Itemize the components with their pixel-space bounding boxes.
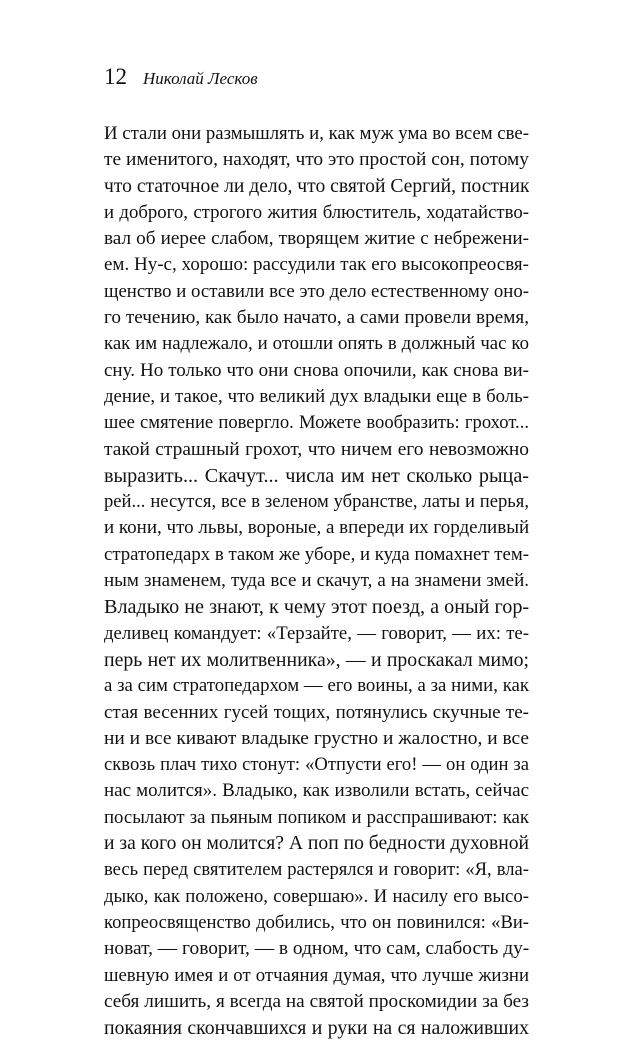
page-header bbox=[104, 64, 258, 90]
text-line: выразить... Скачут... числа им нет сколько рыца- bbox=[104, 464, 529, 487]
text-line: нас молится». Владыко, как изволили встать, сейчас bbox=[104, 780, 529, 802]
text-line: такой страшный грохот, что ничем его невозможно bbox=[104, 438, 529, 460]
text-line: рей... несутся, все в зеленом убранстве, латы и перья, bbox=[104, 491, 529, 513]
text-line: а за сим стратопедархом — его воины, а за ними, как bbox=[104, 675, 529, 697]
text-line: шее смятение повергло. Можете вообразить: грохот... bbox=[104, 412, 529, 434]
text-line: стая весенних гусей тощих, потянулись скучные те- bbox=[104, 701, 529, 723]
text-line: копреосвященство добились, что он повинился: «Ви- bbox=[104, 911, 529, 933]
text-line: сну. Но только что они снова опочили, как снова ви- bbox=[104, 359, 529, 381]
text-line: ни и все кивают владыке грустно и жалостно, и все bbox=[104, 727, 529, 749]
text-line: дыко, как положено, совершаю». И насилу его высо- bbox=[104, 885, 529, 907]
page-number: 12 bbox=[104, 64, 127, 89]
text-line: те именитого, находят, что это простой сон, потому bbox=[104, 149, 529, 171]
text-line: и кони, что львы, вороные, а впереди их горделивый bbox=[104, 517, 529, 539]
text-line: что статочное ли дело, что святой Сергий, постник bbox=[104, 175, 529, 197]
text-line: ным знаменем, туда все и скачут, а на знамени змей. bbox=[104, 570, 529, 592]
text-line: вал об иерее слабом, творящем житие с небрежени- bbox=[104, 228, 529, 250]
body-text bbox=[104, 121, 529, 1041]
text-line: деливец командует: «Терзайте, — говорит, — их: те- bbox=[104, 622, 529, 644]
text-line: и за кого он молится? А поп по бедности духовной bbox=[104, 833, 529, 855]
text-line: сквозь плач тихо стонут: «Отпусти его! — он один за bbox=[104, 754, 529, 776]
text-line: ем. Ну-с, хорошо: рассудили так его высокопреосвя- bbox=[104, 254, 529, 276]
text-line: го течению, как было начато, а сами провели время, bbox=[104, 307, 529, 329]
running-head-author: Николай Лесков bbox=[143, 69, 258, 88]
text-line: и доброго, строгого жития блюститель, ходатайство- bbox=[104, 201, 529, 223]
text-line: весь перед святителем растерялся и говорит: «Я, вла- bbox=[104, 859, 529, 881]
text-line: себя лишить, я всегда на святой проскомидии за без bbox=[104, 990, 529, 1012]
text-line: щенство и оставили все это дело естественному оно- bbox=[104, 280, 529, 302]
text-line: шевную имея и от отчаяния думая, что лучше жизни bbox=[104, 964, 529, 986]
text-line: как им надлежало, и отошли опять в должный час ко bbox=[104, 333, 529, 355]
text-line: покаяния скончавшихся и руки на ся наложивших bbox=[104, 1017, 529, 1040]
text-line: новат, — говорит, — в одном, что сам, слабость ду- bbox=[104, 938, 529, 960]
text-line: посылают за пьяным попиком и расспрашивают: как bbox=[104, 806, 529, 828]
text-line: стратопедарх в таком же уборе, и куда помахнет тем- bbox=[104, 543, 529, 565]
text-line: перь нет их молитвенника», — и проскакал мимо; bbox=[104, 648, 529, 671]
text-line: дение, и такое, что великий дух владыки еще в боль- bbox=[104, 385, 529, 407]
text-line: Владыко не знают, к чему этот поезд, а оный гор- bbox=[104, 596, 529, 619]
text-line: И стали они размышлять и, как муж ума во всем све- bbox=[104, 123, 529, 144]
